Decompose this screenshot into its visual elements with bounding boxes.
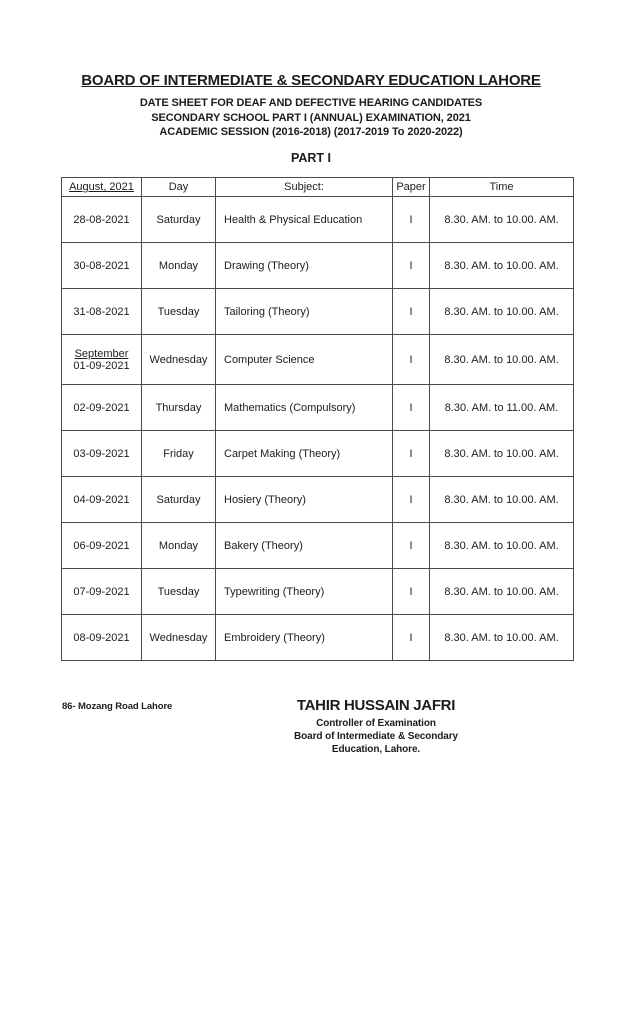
examination-subtitle: SECONDARY SCHOOL PART I (ANNUAL) EXAMINATION, 2021 <box>151 111 471 124</box>
time-cell: 8.30. AM. to 11.00. AM. <box>430 385 574 431</box>
subject-cell: Embroidery (Theory) <box>216 615 393 661</box>
day-cell: Thursday <box>142 385 216 431</box>
subject-cell: Mathematics (Compulsory) <box>216 385 393 431</box>
paper-cell: I <box>393 431 430 477</box>
paper-cell: I <box>393 523 430 569</box>
day-cell: Monday <box>142 523 216 569</box>
date-cell: 08-09-2021 <box>62 615 142 661</box>
date-cell: 28-08-2021 <box>62 197 142 243</box>
date-cell: 07-09-2021 <box>62 569 142 615</box>
subject-cell: Tailoring (Theory) <box>216 289 393 335</box>
datesheet-subtitle: DATE SHEET FOR DEAF AND DEFECTIVE HEARING CANDIDATES <box>139 97 483 109</box>
paper-cell: I <box>393 385 430 431</box>
table-row <box>62 523 574 569</box>
day-cell: Wednesday <box>142 615 216 661</box>
date-cell <box>62 335 142 385</box>
paper-cell: I <box>393 335 430 385</box>
paper-cell: I <box>393 569 430 615</box>
column-header-day: Day <box>142 178 216 197</box>
subject-cell: Carpet Making (Theory) <box>216 431 393 477</box>
date-cell: 03-09-2021 <box>62 431 142 477</box>
day-cell: Tuesday <box>142 569 216 615</box>
day-cell: Saturday <box>142 477 216 523</box>
signatory-title: Controller of Examination <box>316 718 436 729</box>
table-row <box>62 243 574 289</box>
day-cell: Friday <box>142 431 216 477</box>
date-cell: 06-09-2021 <box>62 523 142 569</box>
subject-cell: Hosiery (Theory) <box>216 477 393 523</box>
table-row <box>62 289 574 335</box>
table-row <box>62 615 574 661</box>
date-cell: 31-08-2021 <box>62 289 142 335</box>
time-cell: 8.30. AM. to 10.00. AM. <box>430 431 574 477</box>
time-cell: 8.30. AM. to 10.00. AM. <box>430 243 574 289</box>
table-header-row <box>62 178 574 197</box>
paper-cell: I <box>393 243 430 289</box>
table-row <box>62 477 574 523</box>
signatory-name: TAHIR HUSSAIN JAFRI <box>296 697 456 714</box>
time-cell: 8.30. AM. to 10.00. AM. <box>430 335 574 385</box>
day-cell: Saturday <box>142 197 216 243</box>
day-cell: Wednesday <box>142 335 216 385</box>
signature-block <box>268 697 484 756</box>
subject-cell: Typewriting (Theory) <box>216 569 393 615</box>
exam-schedule-table <box>61 177 574 661</box>
paper-cell: I <box>393 289 430 335</box>
subject-cell: Drawing (Theory) <box>216 243 393 289</box>
column-header-time: Time <box>430 178 574 197</box>
month-label: September <box>74 347 129 360</box>
time-cell: 8.30. AM. to 10.00. AM. <box>430 615 574 661</box>
column-header-subject: Subject: <box>216 178 393 197</box>
subject-cell: Health & Physical Education <box>216 197 393 243</box>
table-row <box>62 335 574 385</box>
paper-cell: I <box>393 477 430 523</box>
time-cell: 8.30. AM. to 10.00. AM. <box>430 197 574 243</box>
part-label: PART I <box>290 151 332 165</box>
table-row <box>62 569 574 615</box>
date-cell: 02-09-2021 <box>62 385 142 431</box>
time-cell: 8.30. AM. to 10.00. AM. <box>430 477 574 523</box>
signatory-org-line1: Board of Intermediate & Secondary <box>294 731 458 742</box>
table-row <box>62 431 574 477</box>
paper-cell: I <box>393 197 430 243</box>
session-subtitle: ACADEMIC SESSION (2016-2018) (2017-2019 To 2020-2022) <box>159 126 463 138</box>
subject-cell: Bakery (Theory) <box>216 523 393 569</box>
table-row <box>62 197 574 243</box>
signatory-org-line2: Education, Lahore. <box>331 744 421 755</box>
time-cell: 8.30. AM. to 10.00. AM. <box>430 523 574 569</box>
date-cell: 30-08-2021 <box>62 243 142 289</box>
date-cell: 04-09-2021 <box>62 477 142 523</box>
time-cell: 8.30. AM. to 10.00. AM. <box>430 569 574 615</box>
document-header <box>0 72 622 140</box>
day-cell: Monday <box>142 243 216 289</box>
time-cell: 8.30. AM. to 10.00. AM. <box>430 289 574 335</box>
paper-cell: I <box>393 615 430 661</box>
column-header-paper: Paper <box>393 178 430 197</box>
board-title: BOARD OF INTERMEDIATE & SECONDARY EDUCATION LAHORE <box>81 72 541 89</box>
column-header-date: August, 2021 <box>62 178 142 197</box>
subject-cell: Computer Science <box>216 335 393 385</box>
board-address: 86- Mozang Road Lahore <box>62 701 173 712</box>
table-row <box>62 385 574 431</box>
day-cell: Tuesday <box>142 289 216 335</box>
date-value: 01-09-2021 <box>73 359 130 372</box>
